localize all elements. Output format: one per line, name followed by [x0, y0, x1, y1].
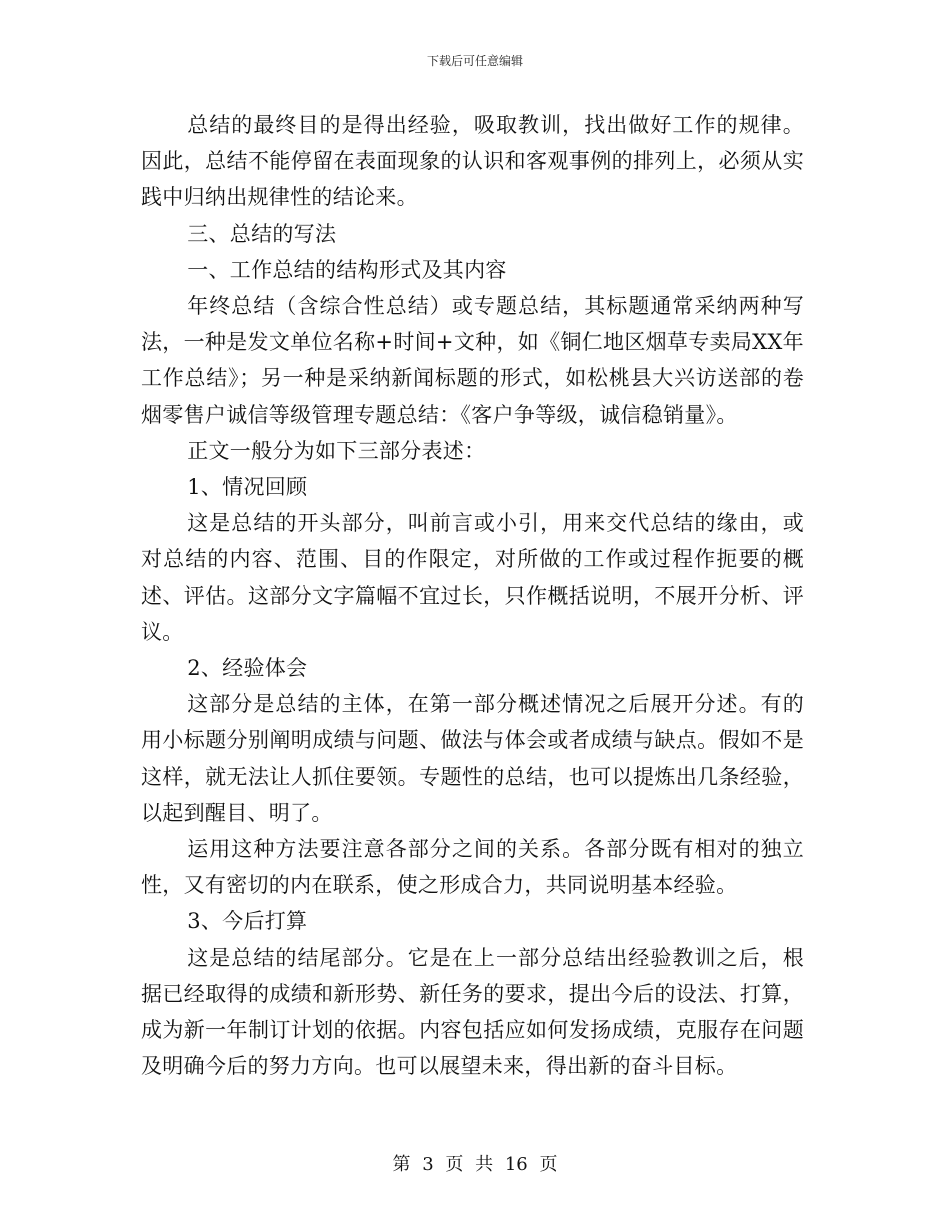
paragraph-conclusion-purpose: 总结的最终目的是得出经验，吸取教训，找出做好工作的规律。因此，总结不能停留在表面现象的认识和客观事例的排列上，必须从实践中归纳出规律性的结论来。: [141, 113, 804, 210]
paragraph-body-intro: 正文一般分为如下三部分表述：: [187, 438, 486, 463]
subsection-heading-structure: 一、工作总结的结构形式及其内容: [187, 257, 507, 282]
paragraph-situation-review: 这是总结的开头部分，叫前言或小引，用来交代总结的缘由，或对总结的内容、范围、目的作限定，对所做的工作或过程作扼要的概述、评估。这部分文字篇幅不宜过长，只作概括说明，不展开分析、评议。: [141, 511, 804, 644]
heading-experience: 2、经验体会: [187, 656, 308, 681]
paragraph-future-plans: 这是总结的结尾部分。它是在上一部分总结出经验教训之后，根据已经取得的成绩和新形势、新任务的要求，提出今后的设法、打算，成为新一年制订计划的依据。内容包括应如何发扬成绩，克服存在问题及明确今后的努力方向。也可以展望未来，得出新的奋斗目标。: [141, 945, 804, 1079]
paragraph-experience: 这部分是总结的主体，在第一部分概述情况之后展开分述。有的用小标题分别阐明成绩与问题、做法与体会或者成绩与缺点。假如不是这样，就无法让人抓住要领。专题性的总结，也可以提炼出几条经验，以起到醒目、明了。: [141, 692, 804, 825]
heading-future-plans: 3、今后打算: [187, 909, 308, 934]
paragraph-method-note: 运用这种方法要注意各部分之间的关系。各部分既有相对的独立性，又有密切的内在联系，使之形成合力，共同说明基本经验。: [141, 837, 804, 898]
page-header: 下载后可任意编辑: [426, 54, 523, 68]
section-heading-writing-method: 三、总结的写法: [187, 221, 337, 246]
document-body: [141, 107, 804, 1084]
page-number-footer: 第 3 页 共 16 页: [392, 1154, 558, 1175]
paragraph-title-forms: 年终总结（含综合性总结）或专题总结，其标题通常采纳两种写法，一种是发文单位名称+时间+文种，如《铜仁地区烟草专卖局XX年工作总结》；另一种是采纳新闻标题的形式，如松桃县大兴访送部的卷烟零售户诚信等级管理专题总结：《客户争等级，诚信稳销量》。: [141, 294, 804, 427]
heading-situation-review: 1、情况回顾: [187, 475, 308, 500]
